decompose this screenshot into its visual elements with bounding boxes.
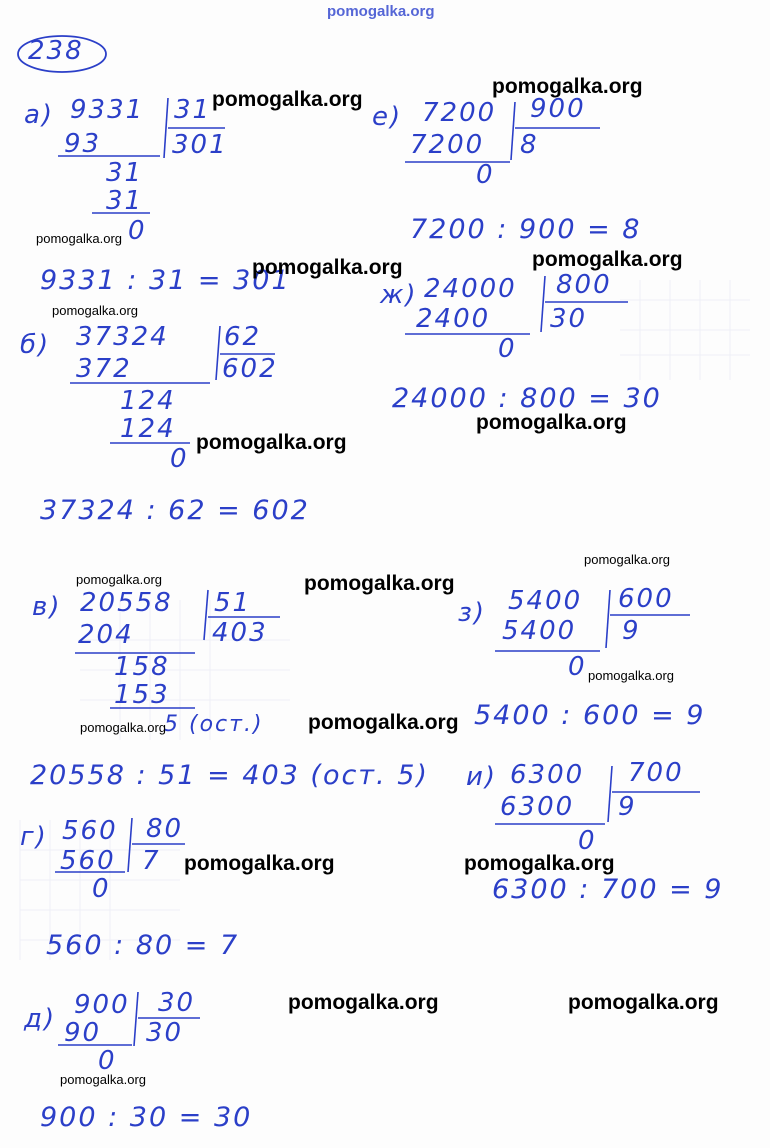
problem-label: г) bbox=[20, 822, 48, 852]
divisor: 700 bbox=[628, 758, 684, 788]
problem-label: б) bbox=[20, 330, 51, 360]
quotient: 403 bbox=[212, 618, 268, 648]
quotient: 8 bbox=[520, 130, 539, 160]
equation: 5400 : 600 = 9 bbox=[474, 700, 706, 731]
remainder: 0 bbox=[568, 652, 587, 682]
problem-label: и) bbox=[466, 762, 498, 792]
watermark: pomogalka.org bbox=[492, 75, 643, 98]
watermark: pomogalka.org bbox=[308, 711, 459, 734]
remainder: 0 bbox=[498, 334, 517, 364]
divisor: 30 bbox=[158, 988, 196, 1018]
watermark: pomogalka.org bbox=[288, 991, 439, 1014]
partial-dividend: 124 bbox=[120, 386, 176, 416]
problem-label: д) bbox=[24, 1004, 57, 1034]
watermark: pomogalka.org bbox=[584, 552, 670, 567]
equation: 900 : 30 = 30 bbox=[40, 1102, 253, 1133]
problem-label: е) bbox=[372, 102, 403, 132]
divisor: 80 bbox=[146, 814, 184, 844]
subtrahend: 90 bbox=[64, 1018, 102, 1048]
watermark: pomogalka.org bbox=[476, 411, 627, 434]
problem-label: ж) bbox=[380, 280, 418, 310]
divisor: 51 bbox=[214, 588, 252, 618]
divisor: 600 bbox=[618, 584, 674, 614]
watermark: pomogalka.org bbox=[184, 852, 335, 875]
subtrahend: 153 bbox=[114, 680, 170, 710]
quotient: 30 bbox=[550, 304, 588, 334]
watermark: pomogalka.org bbox=[568, 991, 719, 1014]
watermark: pomogalka.org bbox=[36, 231, 122, 246]
watermark: pomogalka.org bbox=[52, 303, 138, 318]
quotient: 30 bbox=[146, 1018, 184, 1048]
dividend: 24000 bbox=[424, 274, 517, 304]
divisor: 31 bbox=[174, 95, 212, 125]
quotient: 9 bbox=[618, 792, 637, 822]
remainder: 5 (ост.) bbox=[164, 712, 264, 737]
watermark: pomogalka.org bbox=[196, 431, 347, 454]
dividend: 7200 bbox=[422, 98, 497, 128]
equation: 24000 : 800 = 30 bbox=[392, 383, 662, 414]
dividend: 37324 bbox=[76, 322, 169, 352]
partial-dividend: 31 bbox=[106, 158, 144, 188]
watermark: pomogalka.org bbox=[60, 1072, 146, 1087]
remainder: 0 bbox=[128, 216, 147, 246]
subtrahend: 124 bbox=[120, 414, 176, 444]
partial-dividend: 158 bbox=[114, 652, 170, 682]
equation: 20558 : 51 = 403 (ост. 5) bbox=[30, 760, 429, 791]
divisor: 800 bbox=[556, 270, 612, 300]
problem-label: а) bbox=[24, 100, 55, 130]
remainder: 0 bbox=[170, 444, 189, 474]
subtrahend: 93 bbox=[64, 129, 102, 159]
watermark-top: pomogalka.org bbox=[327, 3, 435, 20]
watermark: pomogalka.org bbox=[304, 572, 455, 595]
equation: 560 : 80 = 7 bbox=[46, 930, 240, 961]
dividend: 5400 bbox=[508, 586, 583, 616]
equation: 9331 : 31 = 301 bbox=[40, 265, 291, 296]
watermark: pomogalka.org bbox=[532, 248, 683, 271]
subtrahend: 2400 bbox=[416, 304, 491, 334]
watermark: pomogalka.org bbox=[464, 852, 615, 875]
subtrahend: 560 bbox=[60, 846, 116, 876]
quotient: 7 bbox=[142, 846, 161, 876]
remainder: 0 bbox=[476, 160, 495, 190]
watermark: pomogalka.org bbox=[76, 572, 162, 587]
subtrahend: 204 bbox=[78, 620, 134, 650]
subtrahend: 372 bbox=[76, 354, 132, 384]
equation: 7200 : 900 = 8 bbox=[410, 214, 642, 245]
problem-number: 238 bbox=[28, 36, 84, 66]
dividend: 20558 bbox=[80, 588, 173, 618]
quotient: 602 bbox=[222, 354, 278, 384]
subtrahend: 31 bbox=[106, 186, 144, 216]
watermark: pomogalka.org bbox=[588, 668, 674, 683]
dividend: 560 bbox=[62, 816, 118, 846]
subtrahend: 7200 bbox=[410, 130, 485, 160]
dividend: 6300 bbox=[510, 760, 585, 790]
divisor: 62 bbox=[224, 322, 262, 352]
dividend: 900 bbox=[74, 990, 130, 1020]
problem-label: з) bbox=[458, 598, 486, 628]
divisor: 900 bbox=[530, 94, 586, 124]
dividend: 9331 bbox=[70, 95, 145, 125]
watermark: pomogalka.org bbox=[212, 88, 363, 111]
equation: 37324 : 62 = 602 bbox=[40, 495, 310, 526]
remainder: 0 bbox=[578, 826, 597, 856]
remainder: 0 bbox=[92, 874, 111, 904]
remainder: 0 bbox=[98, 1046, 117, 1076]
watermark: pomogalka.org bbox=[80, 720, 166, 735]
equation: 6300 : 700 = 9 bbox=[492, 874, 724, 905]
quotient: 9 bbox=[622, 616, 641, 646]
subtrahend: 6300 bbox=[500, 792, 575, 822]
watermark: pomogalka.org bbox=[252, 256, 403, 279]
quotient: 301 bbox=[172, 130, 228, 160]
subtrahend: 5400 bbox=[502, 616, 577, 646]
problem-label: в) bbox=[32, 592, 62, 622]
